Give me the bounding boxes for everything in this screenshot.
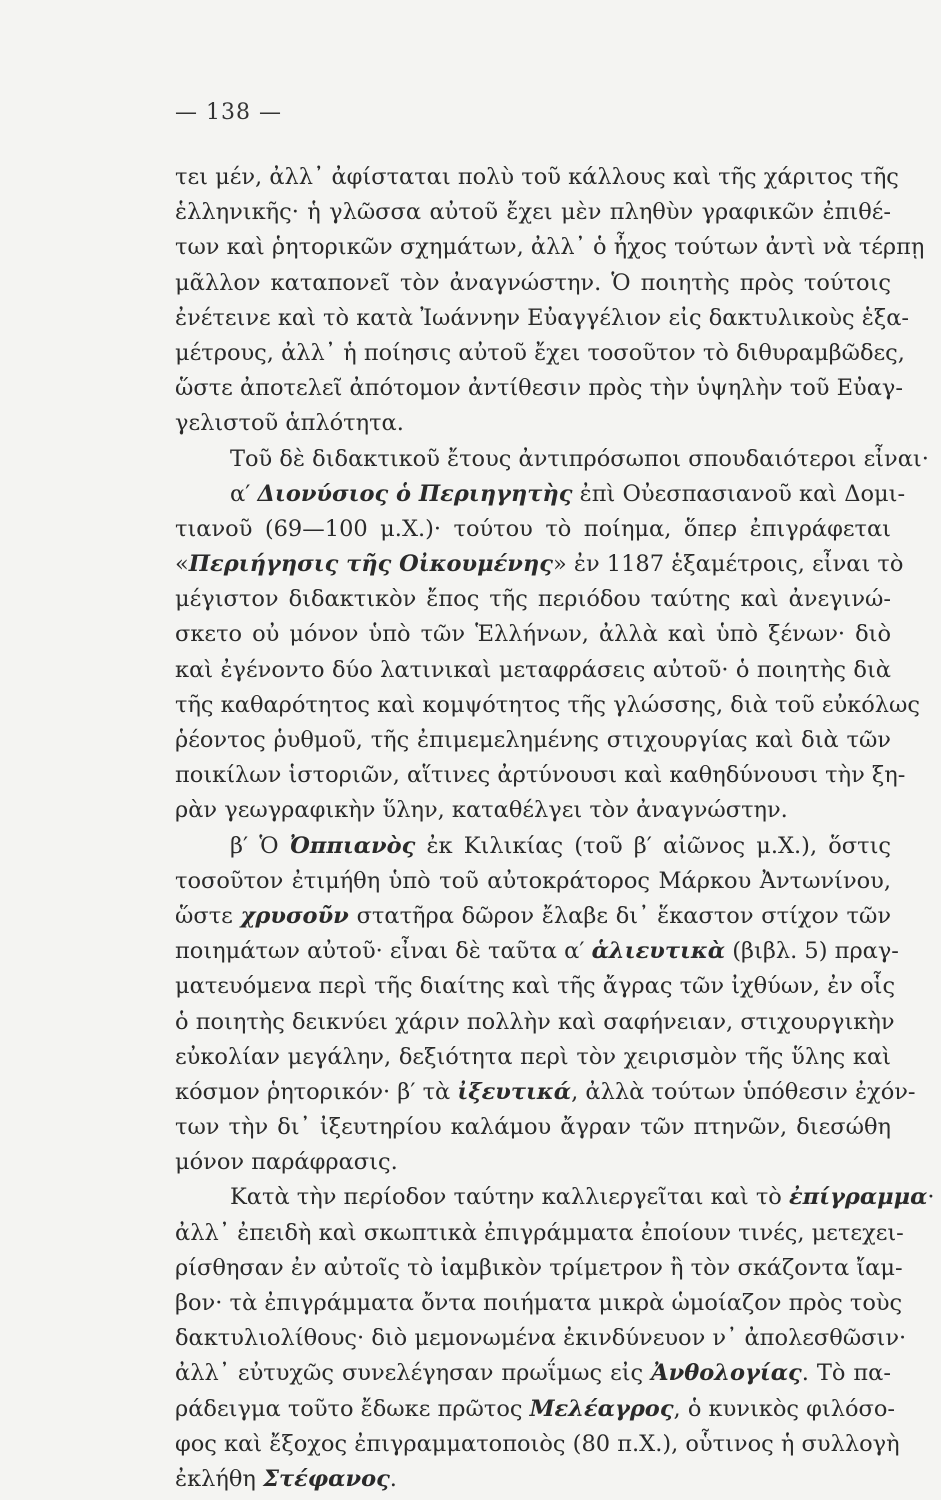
text-run: · <box>927 1184 935 1211</box>
text-run: στατῆρα δῶρον ἔλαβε δι᾽ ἕκαστον στίχον τῶν <box>348 902 892 929</box>
text-line <box>175 477 906 512</box>
text-run: , ἀλλὰ τούτων ὑπόθεσιν ἐχόν- <box>571 1078 916 1105</box>
text-run: Τοῦ δὲ διδακτικοῦ ἔτους ἀντιπρόσωποι σπουδαιότεροι εἶναι· <box>230 445 929 472</box>
text-run: α′ <box>230 480 258 507</box>
emphasis-text: ἁλιευτικὰ <box>591 938 726 965</box>
emphasis-text: Ἀνθολογίας <box>651 1360 802 1387</box>
text-line <box>175 1145 891 1180</box>
text-run: Κατὰ τὴν περίοδον ταύτην καλλιεργεῖται καὶ τὸ <box>230 1184 789 1211</box>
text-line <box>175 1005 895 1040</box>
text-run: β′ Ὁ <box>230 832 290 859</box>
text-line <box>175 512 891 547</box>
text-run: ἐπὶ Οὐεσπασιανοῦ καὶ Δομι- <box>572 480 906 507</box>
text-line <box>175 1427 900 1462</box>
text-line <box>175 336 905 371</box>
text-run: ποικίλων ἱστοριῶν, αἵτινες ἀρτύνουσι καὶ καθηδύνουσι τὴν ξη- <box>175 762 906 789</box>
text-run: κόσμον ῥητορικόν· β′ τὰ <box>175 1078 458 1105</box>
text-run: ποιημάτων αὐτοῦ· εἶναι δὲ ταῦτα α′ <box>175 938 592 965</box>
text-line <box>175 547 904 582</box>
text-run: μᾶλλον καταπονεῖ τὸν ἀναγνώστην. Ὁ ποιητὴς πρὸς τούτοις <box>175 269 891 296</box>
text-line <box>175 582 891 617</box>
text-run: καὶ ἐγένοντο δύο λατινικαὶ μεταφράσεις αὐτοῦ· ὁ ποιητὴς διὰ <box>175 656 891 683</box>
text-run: των τὴν δι᾽ ἰξευτηρίου καλάμου ἄγραν τῶν πτηνῶν, διεσώθη <box>175 1114 891 1141</box>
text-line <box>175 406 891 441</box>
text-run: « <box>175 551 189 578</box>
text-run: ράδειγμα τοῦτο ἔδωκε πρῶτος <box>175 1395 530 1422</box>
text-line <box>175 371 903 406</box>
text-line <box>175 969 896 1004</box>
text-line <box>175 1216 904 1251</box>
text-line <box>175 1180 935 1215</box>
text-run: , ὁ κυνικὸς φιλόσο- <box>673 1395 896 1422</box>
text-run: τοσοῦτον ἐτιμήθη ὑπὸ τοῦ αὐτοκράτορος Μάρκου Ἀντωνίνου, <box>175 867 891 894</box>
text-run: ρίσθησαν ἐν αὐτοῖς τὸ ἰαμβικὸν τρίμετρον ἢ τὸν σκάζοντα ἴαμ- <box>175 1254 903 1281</box>
text-run: μέτρους, ἀλλ᾽ ἡ ποίησις αὐτοῦ ἔχει τοσοῦτον τὸ διθυραμβῶδες, <box>175 339 905 366</box>
text-run: βον· τὰ ἐπιγράμματα ὄντα ποιήματα μικρὰ ὡμοίαζον πρὸς τοὺς <box>175 1290 903 1316</box>
text-run: ὥστε ἀποτελεῖ ἀπότομον ἀντίθεσιν πρὸς τὴν ὑψηλὴν τοῦ Εὐαγ- <box>175 375 903 402</box>
text-line <box>175 793 891 828</box>
text-run: ἑλληνικῆς· ἡ γλῶσσα αὐτοῦ ἔχει μὲν πληθὺν γραφικῶν ἐπιθέ- <box>175 199 891 226</box>
emphasis-text: Στέφανος <box>263 1465 390 1492</box>
text-line <box>175 1251 903 1286</box>
text-line <box>175 653 891 688</box>
text-line <box>175 301 910 336</box>
text-run: ρὰν γεωγραφικὴν ὕλην, καταθέλγει τὸν ἀναγνώστην. <box>175 797 788 824</box>
emphasis-text: Μελέαγρος <box>529 1395 674 1422</box>
text-run: . Τὸ πα- <box>801 1360 891 1387</box>
text-run: ἐνέτεινε καὶ τὸ κατὰ Ἰωάννην Εὐαγγέλιον εἰς δακτυλικοὺς ἑξα- <box>175 304 910 331</box>
text-line <box>175 195 891 230</box>
text-run: εὐκολίαν μεγάλην, δεξιότητα περὶ τὸν χειρισμὸν τῆς ὕλης καὶ <box>175 1043 891 1070</box>
text-run: ἀλλ᾽ εὐτυχῶς συνελέγησαν πρωΐμως εἰς <box>175 1360 652 1387</box>
text-line <box>175 160 899 195</box>
text-line <box>175 1075 916 1110</box>
text-line <box>175 617 891 652</box>
text-line <box>175 1040 891 1075</box>
text-line <box>175 1392 896 1427</box>
emphasis-text: Ὀππιανὸς <box>289 832 416 859</box>
text-line <box>175 723 891 758</box>
text-run: γελιστοῦ ἁπλότητα. <box>175 410 404 437</box>
text-run: τιανοῦ (69—100 μ.Χ.)· τούτου τὸ ποίημα, ὅπερ ἐπιγράφεται <box>175 515 891 542</box>
text-line <box>175 442 929 477</box>
text-line <box>175 934 899 969</box>
text-line <box>175 1110 891 1145</box>
text-run: ματευόμενα περὶ τῆς διαίτης καὶ τῆς ἄγρας τῶν ἰχθύων, ἐν οἷς <box>175 973 896 1000</box>
text-run: μέγιστον διδακτικὸν ἔπος τῆς περιόδου ταύτης καὶ ἀνεγινώ- <box>175 586 891 613</box>
emphasis-text: χρυσοῦν <box>240 902 349 929</box>
text-run: ἐκ Κιλικίας (τοῦ β′ αἰῶνος μ.Χ.), ὅστις <box>415 832 891 859</box>
page-number: — 138 — <box>175 100 282 125</box>
emphasis-text: ἐπίγραμμα <box>789 1184 928 1211</box>
text-run: » ἐν 1187 ἑξαμέτροις, εἶναι τὸ <box>552 551 904 578</box>
text-line <box>175 1286 903 1321</box>
text-run: . <box>389 1465 397 1492</box>
text-run: ἐκλήθη <box>175 1465 264 1492</box>
text-line <box>175 1356 891 1391</box>
emphasis-text: Περιήγησις τῆς Οἰκουμένης <box>188 551 553 578</box>
text-run: ῥέοντος ῥυθμοῦ, τῆς ἐπιμεμελημένης στιχουργίας καὶ διὰ τῶν <box>175 727 891 753</box>
text-line <box>175 829 891 864</box>
text-run: ἀλλ᾽ ἐπειδὴ καὶ σκωπτικὰ ἐπιγράμματα ἐποίουν τινές, μετεχει- <box>175 1219 904 1246</box>
text-line <box>175 899 891 934</box>
text-run: (βιβλ. 5) πραγ- <box>725 938 899 965</box>
body-text <box>175 160 935 1497</box>
emphasis-text: Διονύσιος ὁ Περιηγητὴς <box>257 480 573 507</box>
text-line <box>175 688 920 723</box>
text-run: φος καὶ ἔξοχος ἐπιγραμματοποιὸς (80 π.Χ.), οὗτινος ἡ συλλογὴ <box>175 1430 900 1457</box>
text-line <box>175 1462 891 1497</box>
text-line <box>175 230 925 265</box>
text-line <box>175 758 906 793</box>
text-line <box>175 266 891 301</box>
text-run: των καὶ ῥητορικῶν σχημάτων, ἀλλ᾽ ὁ ἦχος τούτων ἀντὶ νὰ τέρπῃ <box>175 234 925 261</box>
text-run: τει μέν, ἀλλ᾽ ἀφίσταται πολὺ τοῦ κάλλους καὶ τῆς χάριτος τῆς <box>175 164 899 190</box>
text-line <box>175 1321 907 1356</box>
text-run: δακτυλιολίθους· διὸ μεμονωμένα ἐκινδύνευον ν᾽ ἀπολεσθῶσιν· <box>175 1325 907 1352</box>
text-run: μόνον παράφρασις. <box>175 1149 398 1176</box>
text-run: σκετο οὐ μόνον ὑπὸ τῶν Ἑλλήνων, ἀλλὰ καὶ ὑπὸ ξένων· διὸ <box>175 621 891 648</box>
text-run: ὥστε <box>175 902 241 929</box>
text-run: ὁ ποιητὴς δεικνύει χάριν πολλὴν καὶ σαφήνειαν, στιχουργικὴν <box>175 1008 895 1035</box>
text-run: τῆς καθαρότητος καὶ κομψότητος τῆς γλώσσης, διὰ τοῦ εὐκόλως <box>175 691 920 718</box>
emphasis-text: ἰξευτικά <box>457 1078 572 1105</box>
text-line <box>175 864 891 899</box>
